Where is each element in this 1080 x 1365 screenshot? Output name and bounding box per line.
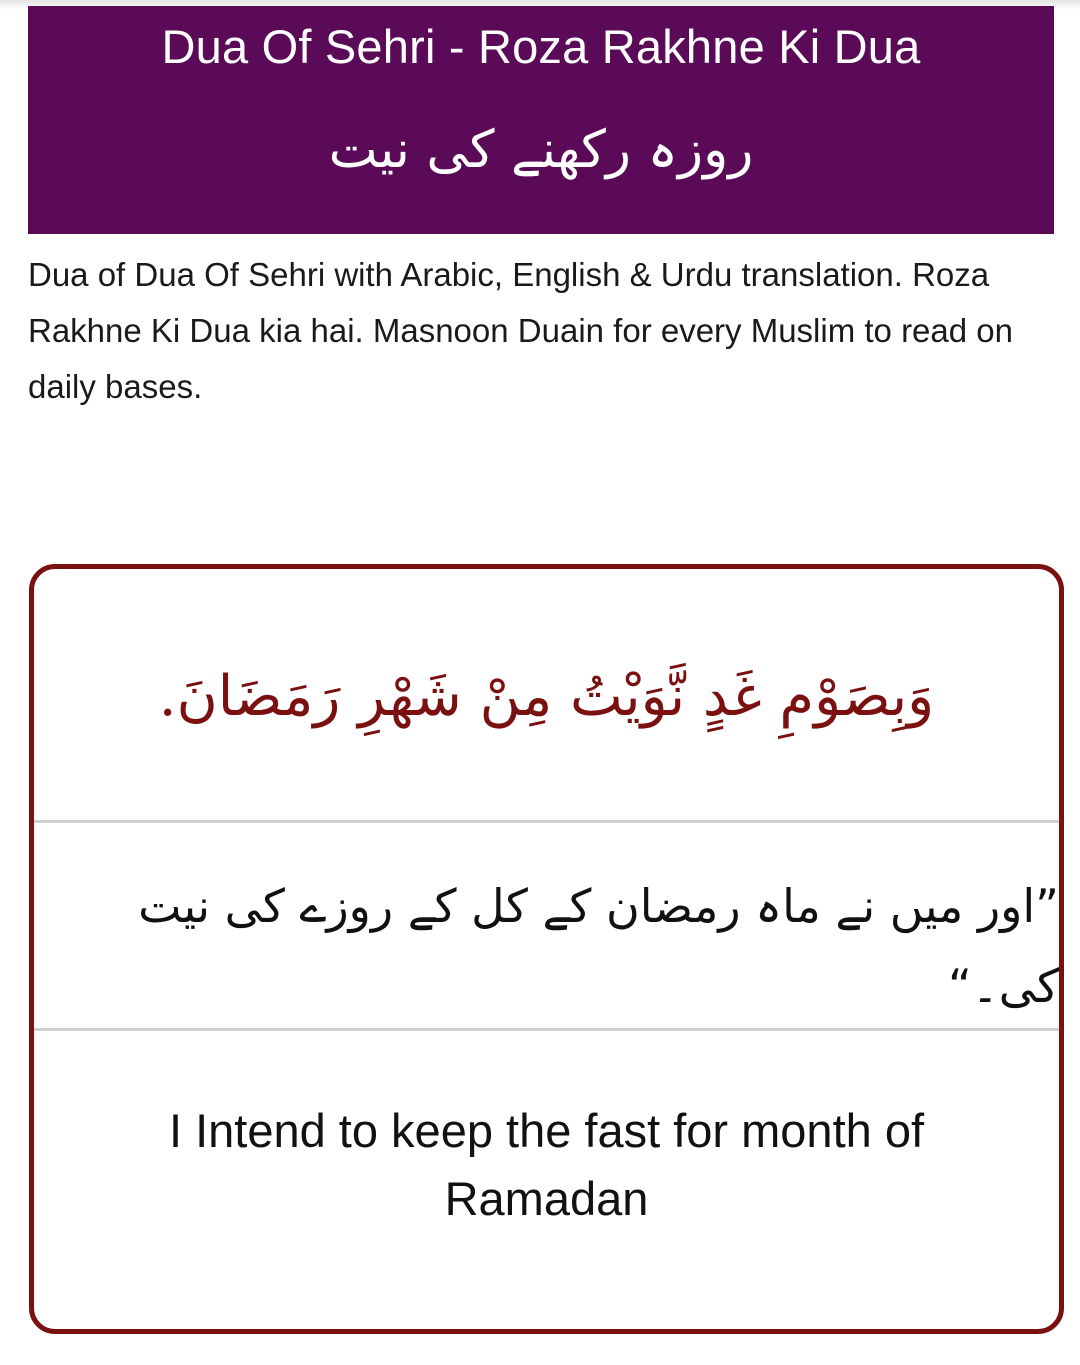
page-header — [28, 6, 1054, 234]
divider — [34, 820, 1059, 823]
urdu-translation-text: ”اور میں نے ماہ رمضان کے کل کے روزے کی نیت کی۔“ — [138, 879, 1059, 1013]
divider — [34, 1028, 1059, 1031]
dua-card — [29, 564, 1064, 1334]
page-title: Dua Of Sehri - Roza Rakhne Ki Dua — [161, 20, 921, 73]
arabic-dua-text: وَبِصَوْمِ غَدٍ نَّوَيْتُ مِنْ شَهْرِ رَمَضَانَ. — [158, 664, 935, 729]
intro-paragraph: Dua of Dua Of Sehri with Arabic, English & Urdu translation. Roza Rakhne Ki Dua kia hai. Masnoon Duain for every Muslim to read on daily bases. — [28, 256, 1013, 405]
page-title-urdu: روزہ رکھنے کی نیت — [328, 120, 754, 180]
english-translation-text: I Intend to keep the fast for month of Ramadan — [168, 1104, 925, 1225]
arabic-section — [34, 569, 1059, 820]
